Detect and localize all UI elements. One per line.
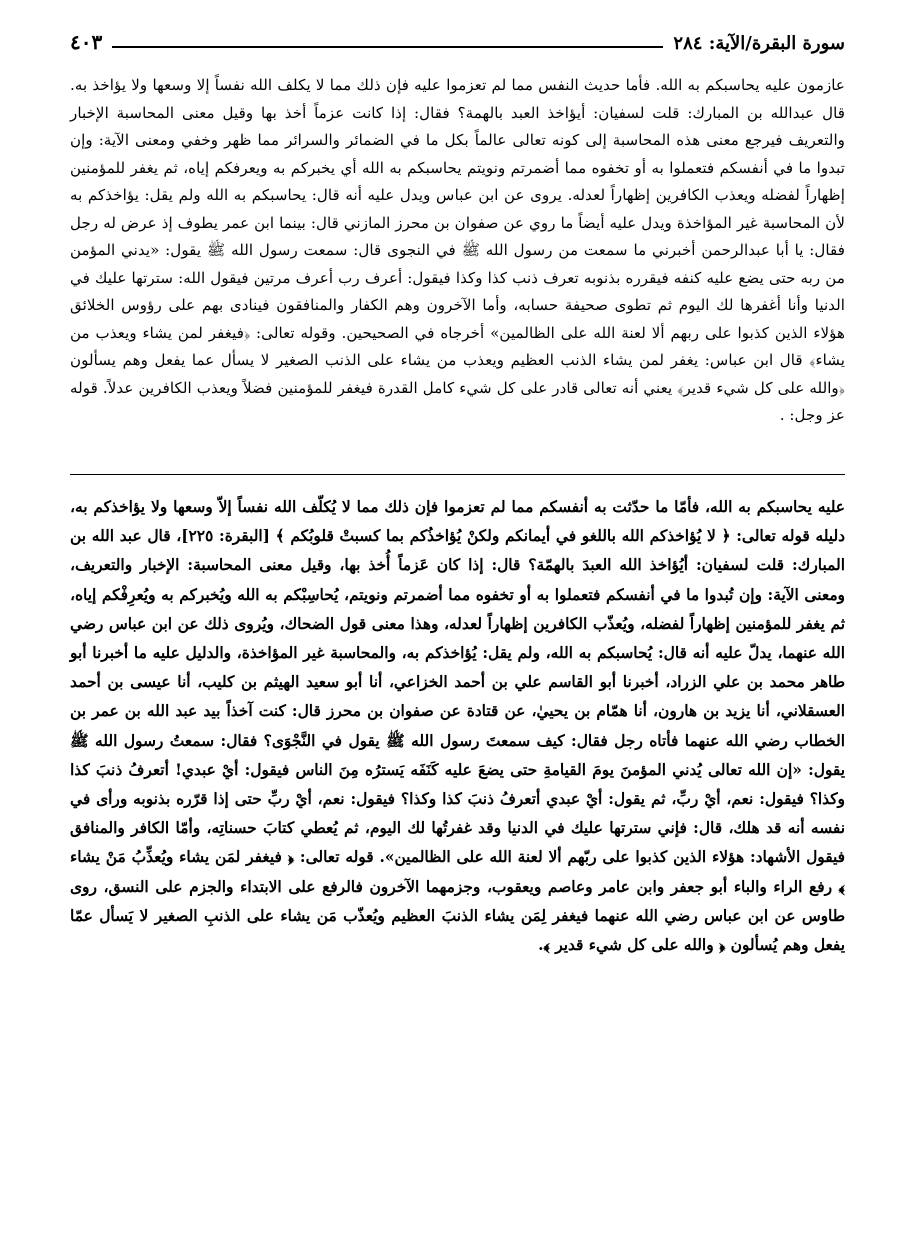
commentary-text-block: عليه يحاسبكم به الله، فأمّا ما حدّثت به أنفسكم مما لم تعزموا فإن ذلك مما لا يُكلّف الله نفساً إلاّ وسعها ولا يؤاخذكم به، دليله قوله تعالى: ﴿ لا يُؤاخذكم الله باللغو في أيمانكم ولكنْ يُؤاخذُكم بما كسبتْ قلوبُكم ﴾ [البقرة: ٢٢٥]، قال عبد الله بن المبارك: قلت لسفيان: أيُؤاخذ الله العبدَ بالهمّة؟ قال: إذا كان عَزماً أُخذ بها، وقيل معنى المحاسبة: الإخبار والتعريف، ومعنى الآية: وإن تُبدوا ما في أنفسكم فتعملوا به أو تخفوه مما أضمرتم ونويتم، يُحاسِبْكم به الله ويُخبركم به ويُعرِفْكم إياه، ثم يغفر للمؤمنين إظهاراً لفضله، ويُعذّب الكافرين إظهاراً لعدله، وهذا معنى قول الضحاك، ويُروى ذلك عن ابن عباس رضي الله عنهما، يدلّ عليه أنه قال: يُحاسبكم به الله، ولم يقل: يُؤاخذكم به، والمحاسبة غير المؤاخذة، والدليل عليه ما أخبرنا أبو طاهر محمد بن علي الزراد، أخبرنا أبو القاسم علي بن أحمد الخزاعي، أنا أبو سعيد الهيثم بن كليب، أنا عيسى بن أحمد العسقلاني، أنا يزيد بن هارون، أنا همّام بن يحييٰ، عن قتادة عن صفوان بن محرز قال: كنت آخذاً بيد عبد الله بن عمر بن الخطاب رضي الله عنهما فأتاه رجل فقال: كيف سمعتَ رسول الله ﷺ يقول في النَّجْوَى؟ فقال: سمعتُ رسول الله ﷺ يقول: «إن الله تعالى يُدني المؤمنَ يومَ القيامةِ حتى يضعَ عليه كَنَفَه يَسترُه مِنَ الناس فيقول: أيْ عبدي! أتعرفُ ذنبَ كذا وكذا؟ فيقول: نعم، أيْ ربِّ، ثم يقول: أيْ عبدي أتعرفُ ذنبَ كذا وكذا؟ فيقول: نعم، أيْ ربِّ حتى إذا قرّره بذنوبه ورأى في نفسه أنه قد هلك، قال: فإني سترتها عليك في الدنيا وقد غفرتُها لك اليوم، ثم يُعطي كتابَ حسناتِه، وأمّا الكافر والمنافق فيقول الأشهاد: هؤلاء الذين كذبوا على ربّهم ألا لعنة الله على الظالمين». قوله تعالى: ﴿ فيغفر لمَن يشاء ويُعذِّبُ مَنْ يشاء ﴾ رفع الراء والباء أبو جعفر وابن عامر وعاصم ويعقوب، وجزمهما الآخرون فالرفع على الابتداء والجزم على النسق، روى طاوس عن ابن عباس رضي الله عنهما فيغفر لِمَن يشاء الذنبَ العظيم ويُعذّب مَن يشاء على الذنبِ الصغير لا يَسأل عمّا يفعل وهم يُسألون ﴿ والله على كل شيء قدير ﴾.: [70, 498, 845, 955]
section-divider: [70, 474, 845, 476]
page-number: ٤٠٣: [70, 30, 103, 54]
page-header: [70, 28, 845, 54]
main-text-block: عازمون عليه يحاسبكم به الله. فأما حديث النفس مما لم تعزموا عليه فإن ذلك مما لا يكلف الله نفساً إلا وسعها ولا يؤاخذ به. قال عبدالله بن المبارك: قلت لسفيان: أيؤاخذ العبد بالهمة؟ فقال: إذا كانت عزماً أخذ بها وقيل معنى المحاسبة الإخبار والتعريف فيرجع معنى هذه المحاسبة إلى كونه تعالى عالماً بكل ما في الضمائر والسرائر مما ظهر وخفي ومعنى الآية: وإن تبدوا ما في أنفسكم فتعملوا به أو تخفوه مما أضمرتم ونويتم يحاسبكم به الله أي يخبركم به ويعرفكم إياه، ثم يغفر للمؤمنين إظهاراً لفضله ويعذب الكافرين إظهاراً لعدله. يروى عن ابن عباس ويدل عليه أنه قال: يحاسبكم به الله ولم يقل: يؤاخذكم به لأن المحاسبة غير المؤاخذة ويدل عليه أيضاً ما روي عن صفوان بن محرز المازني قال: بينما ابن عمر يطوف إذ عرض له رجل فقال: يا أبا عبدالرحمن أخبرني ما سمعت من رسول الله ﷺ في النجوى قال: سمعت رسول الله ﷺ يقول: «يدني المؤمن من ربه حتى يضع عليه كنفه فيقرره بذنوبه تعرف ذنب كذا وكذا فيقول: أعرف رب أعرف مرتين فيقول الله: سترتها عليك في الدنيا وأنا أغفرها لك اليوم ثم تطوى صحيفة حسابه، وأما الآخرون وهم الكفار والمنافقون فينادى بهم على رؤوس الخلائق هؤلاء الذين كذبوا على ربهم ألا لعنة الله على الظالمين» أخرجاه في الصحيحين. وقوله تعالى: ﴿فيغفر لمن يشاء ويعذب من يشاء﴾ قال ابن عباس: يغفر لمن يشاء الذنب العظيم ويعذب من يشاء على الذنب الصغير لا يسأل عما يفعل وهم يسألون ﴿والله على كل شيء قدير﴾ يعني أنه تعالى قادر على كل شيء كامل القدرة فيغفر للمؤمنين فضلاً ويعذب الكافرين عدلاً. قوله عز وجل: .: [70, 76, 845, 424]
header-rule: [112, 46, 663, 48]
page: [70, 28, 845, 960]
running-title: سورة البقرة/الآية: ٢٨٤: [673, 33, 845, 54]
